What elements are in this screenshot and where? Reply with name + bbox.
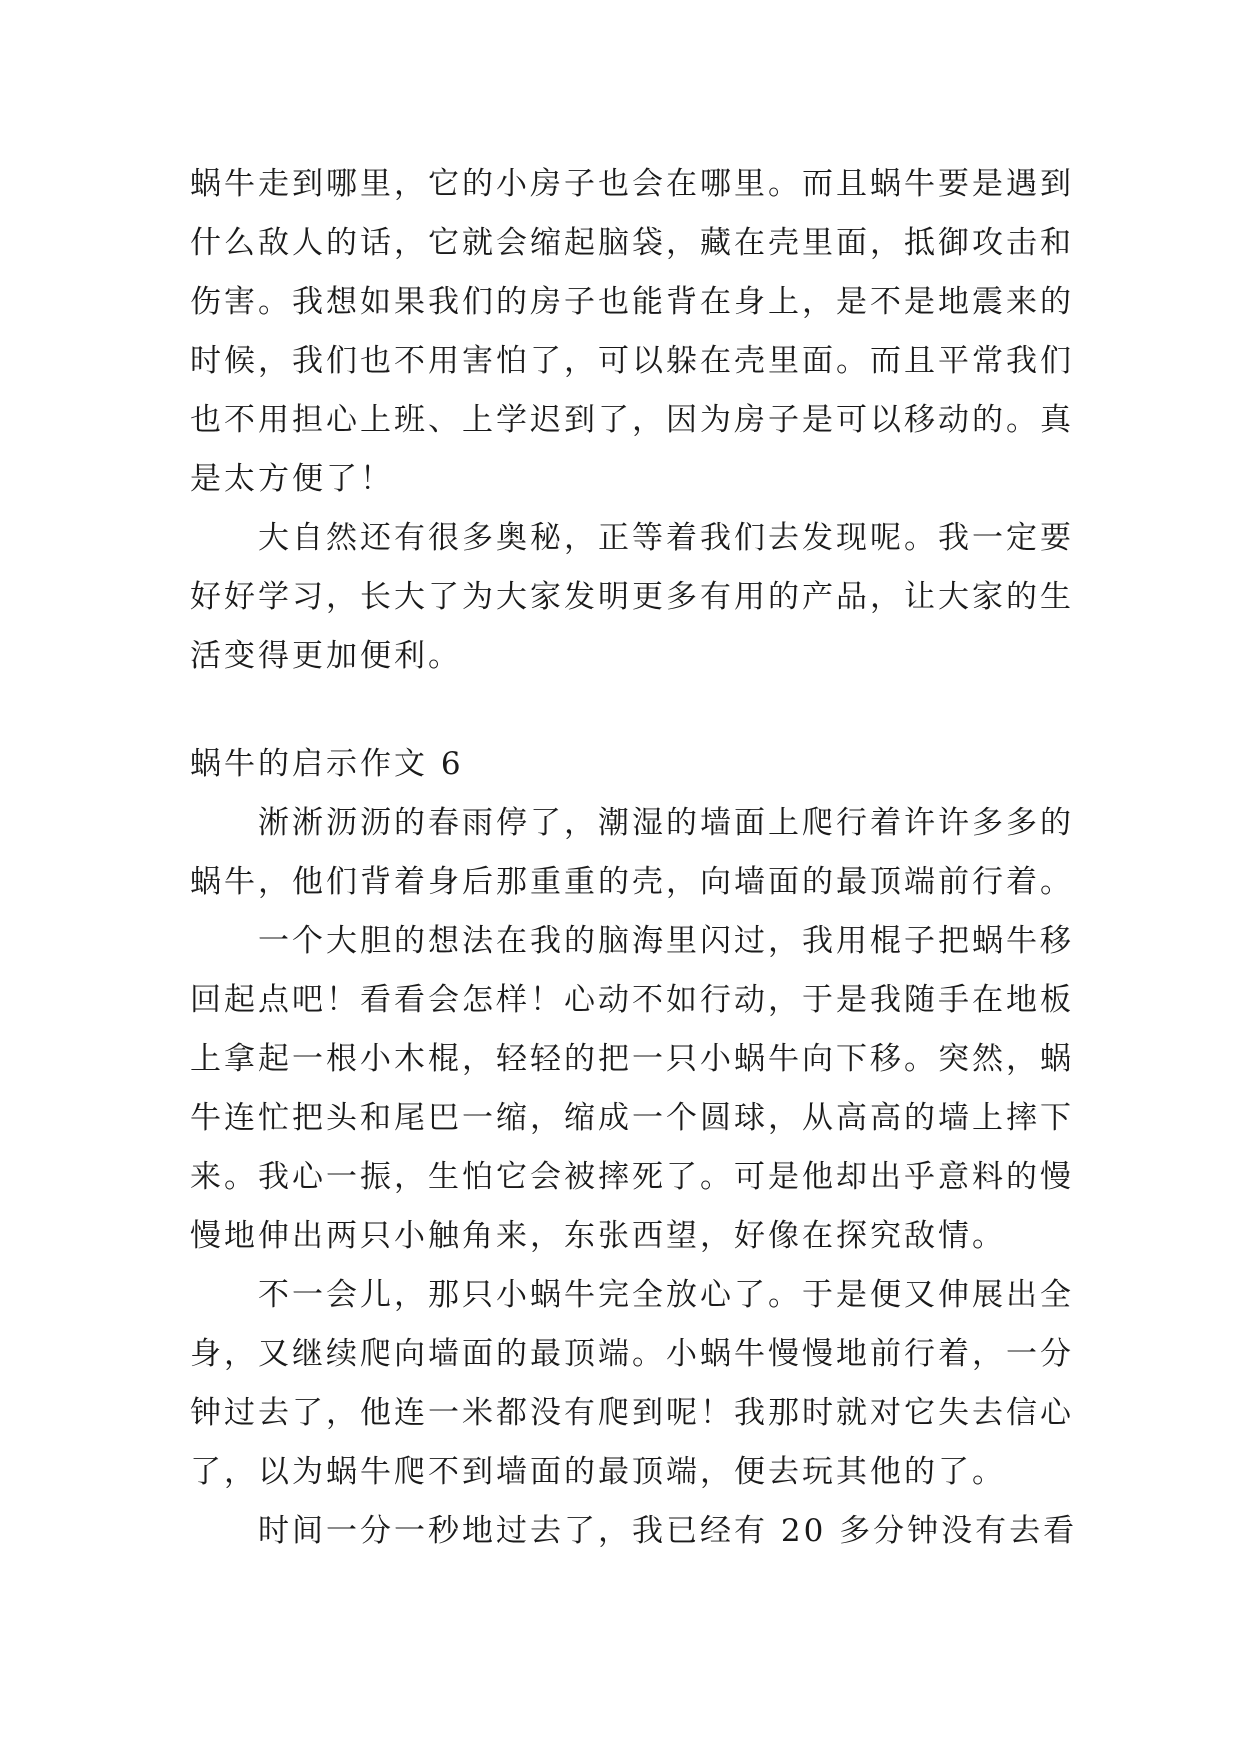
paragraph-first-line: 一个大胆的想法在我的脑海里闪过，我用棍子把蜗牛移 <box>258 923 1074 959</box>
text-line: 上拿起一根小木棍，轻轻的把一只小蜗牛向下移。突然，蜗 <box>190 1041 1074 1077</box>
paragraph-first-line: 大自然还有很多奥秘，正等着我们去发现呢。我一定要 <box>258 520 1074 556</box>
paragraph-first-line: 淅淅沥沥的春雨停了，潮湿的墙面上爬行着许许多多的 <box>258 805 1074 841</box>
text-line: 来。我心一振，生怕它会被摔死了。可是他却出乎意料的慢 <box>190 1159 1074 1195</box>
text-line: 是太方便了！ <box>190 461 394 497</box>
text-line: 钟过去了，他连一米都没有爬到呢！我那时就对它失去信心 <box>190 1395 1074 1431</box>
text-line: 了，以为蜗牛爬不到墙面的最顶端，便去玩其他的了。 <box>190 1454 1006 1490</box>
text-line: 蜗牛走到哪里，它的小房子也会在哪里。而且蜗牛要是遇到 <box>190 166 1074 202</box>
section-heading-block <box>190 735 1050 794</box>
paragraph-first-line: 不一会儿，那只小蜗牛完全放心了。于是便又伸展出全 <box>258 1277 1074 1313</box>
text-line: 时候，我们也不用害怕了，可以躲在壳里面。而且平常我们 <box>190 343 1074 379</box>
text-line: 伤害。我想如果我们的房子也能背在身上，是不是地震来的 <box>190 284 1074 320</box>
text-line: 也不用担心上班、上学迟到了，因为房子是可以移动的。真 <box>190 402 1074 438</box>
paragraph-first-line: 时间一分一秒地过去了，我已经有 20 多分钟没有去看 <box>258 1513 1078 1549</box>
text-line: 活变得更加便利。 <box>190 638 462 674</box>
text-block-part1 <box>190 155 1074 686</box>
text-line: 身，又继续爬向墙面的最顶端。小蜗牛慢慢地前行着，一分 <box>190 1336 1074 1372</box>
text-line: 牛连忙把头和尾巴一缩，缩成一个圆球，从高高的墙上摔下 <box>190 1100 1074 1136</box>
text-line: 蜗牛，他们背着身后那重重的壳，向墙面的最顶端前行着。 <box>190 864 1074 900</box>
text-line: 什么敌人的话，它就会缩起脑袋，藏在壳里面，抵御攻击和 <box>190 225 1074 261</box>
text-line: 慢地伸出两只小触角来，东张西望，好像在探究敌情。 <box>190 1218 1006 1254</box>
text-line: 好好学习，长大了为大家发明更多有用的产品，让大家的生 <box>190 579 1074 615</box>
text-line: 回起点吧！看看会怎样！心动不如行动，于是我随手在地板 <box>190 982 1074 1018</box>
text-block-part2 <box>190 794 1078 1561</box>
section-title: 蜗牛的启示作文 6 <box>190 746 464 782</box>
